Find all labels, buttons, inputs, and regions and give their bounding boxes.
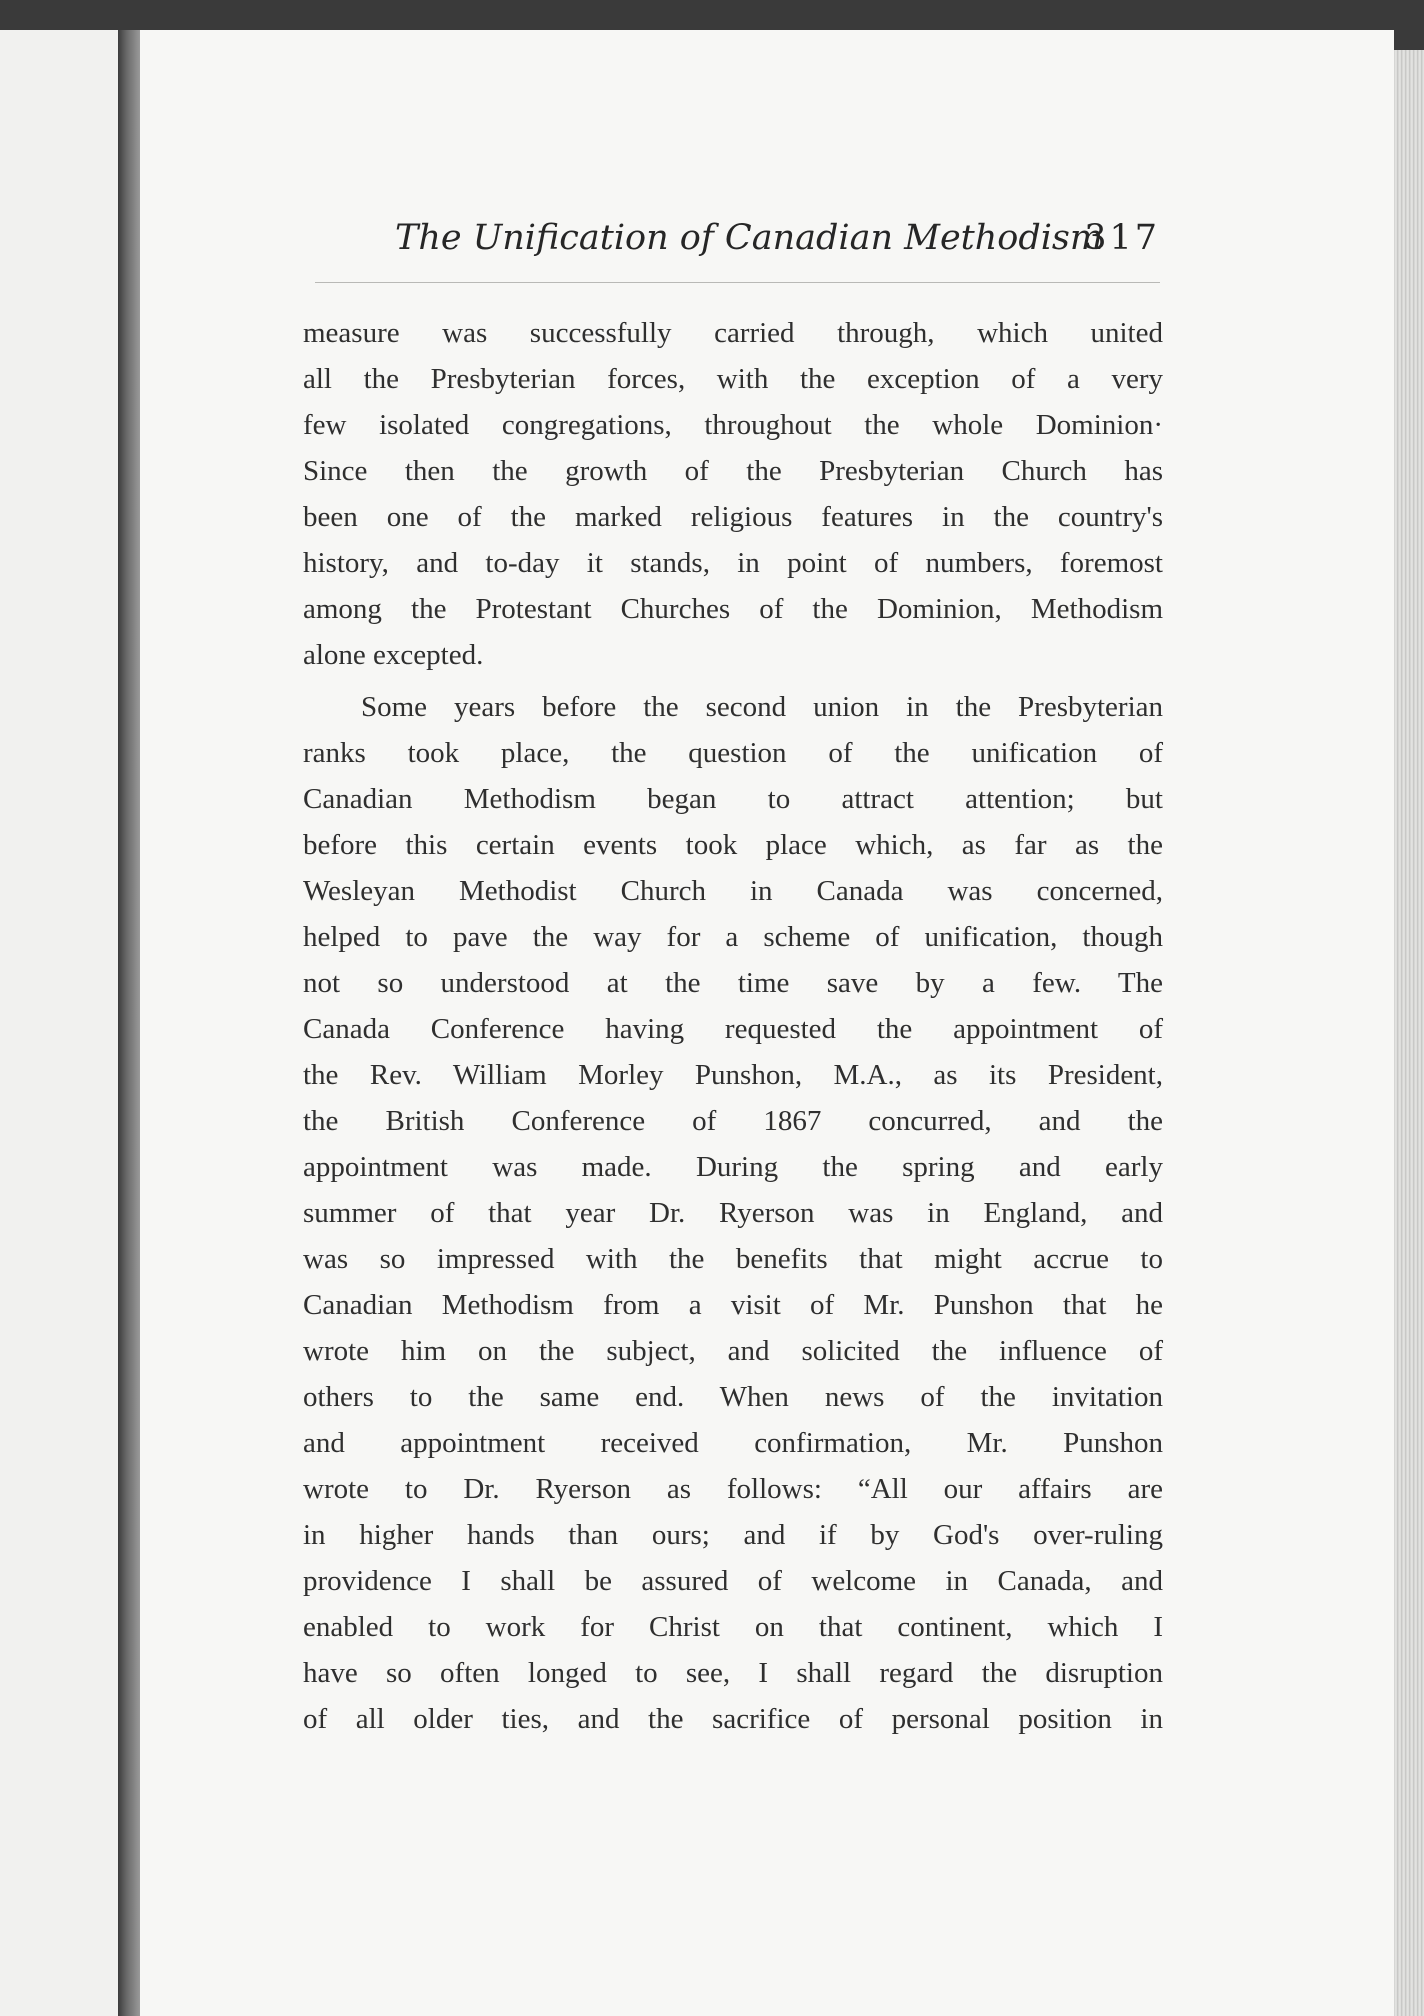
facing-page-margin — [0, 30, 118, 2016]
text-line: Since then the growth of the Presbyterian Church has — [303, 455, 1163, 487]
running-head — [315, 218, 1160, 283]
text-line: measure was successfully carried through, which united — [303, 317, 1163, 349]
text-line: and appointment received confirmation, Mr. Punshon — [303, 1427, 1163, 1459]
text-line: enabled to work for Christ on that continent, which I — [303, 1611, 1163, 1643]
text-line: Wesleyan Methodist Church in Canada was concerned, — [303, 875, 1163, 907]
text-line: few isolated congregations, throughout the whole Dominion· — [303, 409, 1163, 441]
text-line: wrote him on the subject, and solicited the influence of — [303, 1335, 1163, 1367]
text-line: alone excepted. — [303, 639, 484, 671]
text-line: ranks took place, the question of the unification of — [303, 737, 1163, 769]
text-line: have so often longed to see, I shall regard the disruption — [303, 1657, 1163, 1689]
page-edges — [1394, 50, 1424, 2016]
text-line: providence I shall be assured of welcome in Canada, and — [303, 1565, 1163, 1597]
text-line: not so understood at the time save by a few. The — [303, 967, 1163, 999]
book-spine-shadow — [118, 30, 140, 2016]
text-line: appointment was made. During the spring and early — [303, 1151, 1163, 1183]
text-line: before this certain events took place which, as far as the — [303, 829, 1163, 861]
text-line: Canadian Methodism from a visit of Mr. Punshon that he — [303, 1289, 1163, 1321]
text-line: the Rev. William Morley Punshon, M.A., as its President, — [303, 1059, 1163, 1091]
text-line: others to the same end. When news of the invitation — [303, 1381, 1163, 1413]
text-line: helped to pave the way for a scheme of unification, though — [303, 921, 1163, 953]
text-line: Canadian Methodism began to attract attention; but — [303, 783, 1163, 815]
body-text — [303, 310, 1163, 1742]
text-line: the British Conference of 1867 concurred, and the — [303, 1105, 1163, 1137]
text-line: among the Protestant Churches of the Dominion, Methodism — [303, 593, 1163, 625]
running-title: The Unification of Canadian Methodism — [395, 218, 1104, 258]
text-line: been one of the marked religious features in the country's — [303, 501, 1163, 533]
text-line: Canada Conference having requested the appointment of — [303, 1013, 1163, 1045]
text-line: wrote to Dr. Ryerson as follows: “All our affairs are — [303, 1473, 1163, 1505]
text-line: was so impressed with the benefits that might accrue to — [303, 1243, 1163, 1275]
text-line: summer of that year Dr. Ryerson was in England, and — [303, 1197, 1163, 1229]
text-line: Some years before the second union in the Presbyterian — [361, 691, 1163, 723]
text-line: of all older ties, and the sacrifice of personal position in — [303, 1703, 1163, 1735]
paragraph-2 — [303, 684, 1163, 1742]
text-line: in higher hands than ours; and if by God's over-ruling — [303, 1519, 1163, 1551]
text-line: history, and to-day it stands, in point of numbers, foremost — [303, 547, 1163, 579]
paragraph-1 — [303, 310, 1163, 678]
text-line: all the Presbyterian forces, with the exception of a very — [303, 363, 1163, 395]
page-number: 317 — [1084, 218, 1160, 258]
